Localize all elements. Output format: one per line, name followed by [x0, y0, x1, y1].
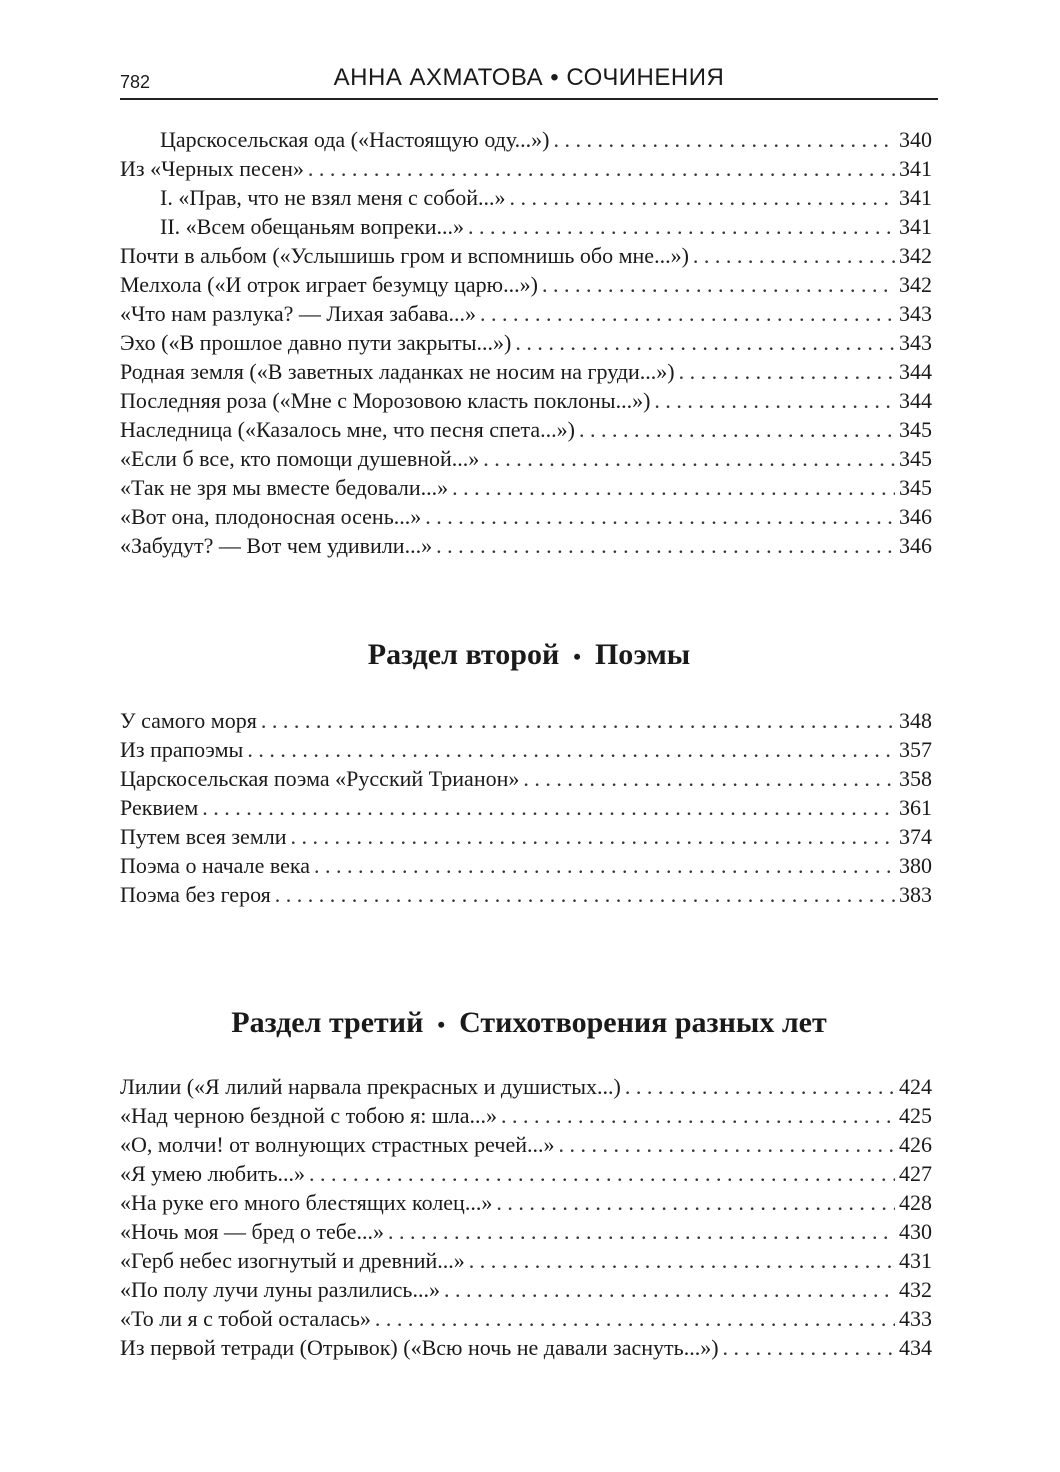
toc-entry-page: 434 — [899, 1335, 932, 1360]
toc-entry — [120, 706, 932, 735]
toc-entry-page: 427 — [899, 1161, 932, 1186]
toc-entry-page: 433 — [899, 1306, 932, 1331]
toc-entry-title: Царскосельская поэма «Русский Трианон» — [120, 766, 520, 791]
dot-leader — [501, 1101, 895, 1130]
toc-entry — [120, 531, 932, 560]
toc-entry — [120, 357, 932, 386]
toc-entry — [120, 1072, 932, 1101]
toc-entry — [120, 154, 932, 183]
dot-leader — [654, 386, 895, 415]
dot-leader — [679, 357, 895, 386]
section-heading-poems — [120, 638, 938, 672]
dot-leader — [275, 880, 895, 909]
dot-leader — [510, 183, 895, 212]
toc-entry-page: 361 — [899, 795, 932, 820]
toc-entry-title: «Что нам разлука? — Лихая забава...» — [120, 301, 476, 326]
section-part-label: Раздел третий — [231, 1006, 424, 1039]
toc-entry-title: «Если б все, кто помощи душевной...» — [120, 446, 480, 471]
dot-leader — [308, 154, 895, 183]
toc-entry — [120, 1217, 932, 1246]
toc-entry-title: «О, молчи! от волнующих страстных речей...» — [120, 1132, 555, 1157]
page-number: 782 — [120, 72, 151, 92]
toc-entry-title: «Забудут? — Вот чем удивили...» — [120, 533, 433, 558]
toc-entry-page: 345 — [899, 417, 932, 442]
toc-entry — [120, 764, 932, 793]
toc-entry — [120, 1130, 932, 1159]
toc-entry-page: 343 — [899, 330, 932, 355]
toc-entry-page: 345 — [899, 475, 932, 500]
toc-entry-page: 344 — [899, 388, 932, 413]
toc-entry — [120, 125, 932, 154]
toc-entry-page: 341 — [899, 214, 932, 239]
toc-entry-title: Царскосельская ода («Настоящую оду...») — [160, 127, 550, 152]
toc-entry-title: «То ли я с тобой осталась» — [120, 1306, 371, 1331]
toc-entry-title: Эхо («В прошлое давно пути закрыты...») — [120, 330, 512, 355]
dot-leader — [291, 822, 896, 851]
toc-entry-title: Путем всея земли — [120, 824, 287, 849]
dot-leader — [625, 1072, 895, 1101]
toc-entry — [120, 793, 932, 822]
dot-leader — [444, 1275, 895, 1304]
toc-list-part1 — [120, 125, 932, 560]
running-head — [120, 62, 938, 100]
toc-entry-title: «Я умею любить...» — [120, 1161, 306, 1186]
toc-entry-title: «Вот она, плодоносная осень...» — [120, 504, 422, 529]
toc-entry — [120, 735, 932, 764]
dot-leader — [261, 706, 895, 735]
toc-entry-page: 383 — [899, 882, 932, 907]
toc-entry-page: 346 — [899, 533, 932, 558]
toc-entry-page: 344 — [899, 359, 932, 384]
toc-entry — [120, 1188, 932, 1217]
toc-entry-page: 342 — [899, 272, 932, 297]
toc-entry — [120, 1246, 932, 1275]
dot-leader — [579, 415, 895, 444]
dot-leader — [723, 1333, 895, 1362]
dot-leader — [523, 764, 895, 793]
dot-leader — [468, 212, 895, 241]
toc-entry-page: 345 — [899, 446, 932, 471]
toc-entry — [120, 473, 932, 502]
toc-entry — [120, 415, 932, 444]
toc-entry-page: 424 — [899, 1074, 932, 1099]
toc-entry-title: Наследница («Казалось мне, что песня спета...») — [120, 417, 575, 442]
toc-entry — [120, 241, 932, 270]
dot-leader — [436, 531, 895, 560]
toc-entry-title: У самого моря — [120, 708, 257, 733]
toc-entry-title: «Над черною бездной с тобою я: шла...» — [120, 1103, 497, 1128]
toc-entry-page: 348 — [899, 708, 932, 733]
dot-leader — [693, 241, 895, 270]
toc-entry-page: 342 — [899, 243, 932, 268]
toc-entry-title: Реквием — [120, 795, 199, 820]
dot-leader — [559, 1130, 896, 1159]
section-part-label: Раздел второй — [367, 638, 560, 671]
dot-leader — [452, 473, 895, 502]
toc-entry — [120, 328, 932, 357]
dot-leader — [425, 502, 895, 531]
toc-entry-title: Поэма о начале века — [120, 853, 311, 878]
toc-entry-page: 431 — [899, 1248, 932, 1273]
toc-entry-title: Мелхола («И отрок играет безумцу царю...») — [120, 272, 538, 297]
toc-entry — [120, 822, 932, 851]
dot-leader — [202, 793, 895, 822]
dot-leader — [515, 328, 895, 357]
toc-entry-page: 432 — [899, 1277, 932, 1302]
dot-leader — [542, 270, 895, 299]
toc-entry-title: «Ночь моя — бред о тебе...» — [120, 1219, 384, 1244]
toc-entry — [120, 212, 932, 241]
toc-entry — [120, 1275, 932, 1304]
dot-leader — [554, 125, 895, 154]
toc-entry-title: «Так не зря мы вместе бедовали...» — [120, 475, 449, 500]
toc-entry-page: 343 — [899, 301, 932, 326]
dot-leader — [496, 1188, 895, 1217]
bullet-icon: • — [437, 1012, 446, 1038]
toc-entry-page: 358 — [899, 766, 932, 791]
toc-entry — [120, 270, 932, 299]
toc-entry — [120, 444, 932, 473]
toc-entry — [120, 1159, 932, 1188]
toc-entry — [120, 851, 932, 880]
section-name: Стихотворения разных лет — [459, 1006, 827, 1039]
toc-list-part2 — [120, 706, 932, 909]
toc-entry-title: «Герб небес изогнутый и древний...» — [120, 1248, 465, 1273]
toc-entry-page: 425 — [899, 1103, 932, 1128]
toc-entry — [120, 1101, 932, 1130]
toc-entry-title: Лилии («Я лилий нарвала прекрасных и душистых...) — [120, 1074, 621, 1099]
toc-entry-page: 357 — [899, 737, 932, 762]
section-name: Поэмы — [594, 638, 691, 671]
toc-entry-page: 426 — [899, 1132, 932, 1157]
toc-entry-title: «На руке его много блестящих колец...» — [120, 1190, 493, 1215]
toc-entry — [120, 299, 932, 328]
toc-entry-page: 430 — [899, 1219, 932, 1244]
toc-entry-title: Из «Черных песен» — [120, 156, 304, 181]
toc-entry-title: Из прапоэмы — [120, 737, 244, 762]
toc-entry-title: Поэма без героя — [120, 882, 271, 907]
dot-leader — [469, 1246, 895, 1275]
dot-leader — [480, 299, 895, 328]
bullet-icon: • — [573, 644, 581, 670]
toc-entry-title: Из первой тетради (Отрывок) («Всю ночь не давали заснуть...») — [120, 1335, 719, 1360]
toc-entry — [120, 386, 932, 415]
toc-entry-title: I. «Прав, что не взял меня с собой...» — [160, 185, 506, 210]
toc-entry — [120, 880, 932, 909]
dot-leader — [375, 1304, 895, 1333]
dot-leader — [309, 1159, 895, 1188]
toc-entry — [120, 183, 932, 212]
toc-entry-title: Родная земля («В заветных ладанках не носим на груди...») — [120, 359, 675, 384]
dot-leader — [314, 851, 895, 880]
toc-entry — [120, 1333, 932, 1362]
toc-entry — [120, 1304, 932, 1333]
dot-leader — [247, 735, 895, 764]
toc-list-part3 — [120, 1072, 932, 1362]
toc-entry-page: 341 — [899, 185, 932, 210]
toc-entry-page: 428 — [899, 1190, 932, 1215]
toc-entry-page: 340 — [899, 127, 932, 152]
dot-leader — [483, 444, 895, 473]
toc-entry-title: Последняя роза («Мне с Морозовою класть поклоны...») — [120, 388, 651, 413]
toc-entry-page: 341 — [899, 156, 932, 181]
toc-entry-title: «По полу лучи луны разлились...» — [120, 1277, 440, 1302]
section-heading-various-poems — [120, 1006, 938, 1040]
toc-entry-page: 380 — [899, 853, 932, 878]
toc-entry — [120, 502, 932, 531]
book-title: АННА АХМАТОВА • СОЧИНЕНИЯ — [333, 64, 725, 91]
toc-entry-page: 374 — [899, 824, 932, 849]
dot-leader — [388, 1217, 895, 1246]
toc-entry-title: Почти в альбом («Услышишь гром и вспомнишь обо мне...») — [120, 243, 689, 268]
toc-entry-page: 346 — [899, 504, 932, 529]
toc-entry-title: II. «Всем обещаньям вопреки...» — [160, 214, 465, 239]
